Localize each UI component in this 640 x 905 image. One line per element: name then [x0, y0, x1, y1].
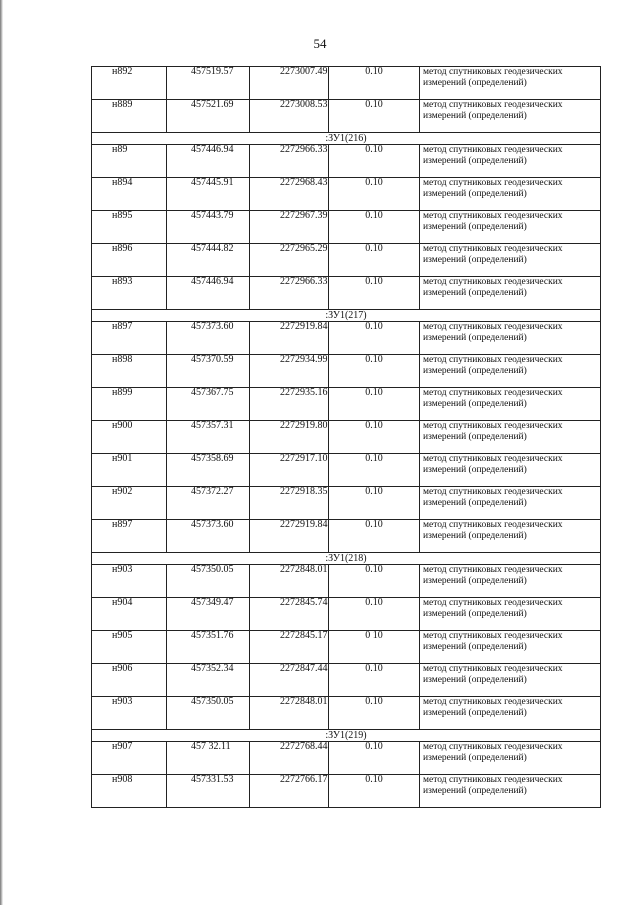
coordinates-table: [91, 66, 601, 808]
point-name-cell: н893: [92, 277, 167, 310]
y-coordinate-cell: 2272968.43: [250, 178, 329, 211]
accuracy-cell: 0.10: [329, 145, 420, 178]
accuracy-cell: 0 10: [329, 631, 420, 664]
accuracy-cell: 0.10: [329, 664, 420, 697]
method-cell: метод спутниковых геодезических измерений (определений): [420, 598, 601, 631]
section-label: :ЗУ1(219): [92, 730, 601, 742]
point-name-cell: н889: [92, 100, 167, 133]
table-row: [92, 322, 601, 355]
section-row: [92, 310, 601, 322]
table-row: [92, 100, 601, 133]
table-row: [92, 598, 601, 631]
y-coordinate-cell: 2272966.33: [250, 277, 329, 310]
method-cell: метод спутниковых геодезических измерений (определений): [420, 664, 601, 697]
method-cell: метод спутниковых геодезических измерений (определений): [420, 100, 601, 133]
x-coordinate-cell: 457446.94: [167, 145, 250, 178]
accuracy-cell: 0.10: [329, 322, 420, 355]
y-coordinate-cell: 2272848.01: [250, 565, 329, 598]
table-row: [92, 454, 601, 487]
method-cell: метод спутниковых геодезических измерений (определений): [420, 697, 601, 730]
x-coordinate-cell: 457357.31: [167, 421, 250, 454]
y-coordinate-cell: 2272768.44: [250, 742, 329, 775]
accuracy-cell: 0.10: [329, 697, 420, 730]
page-number: 54: [313, 36, 327, 51]
y-coordinate-cell: 2272966.33: [250, 145, 329, 178]
accuracy-cell: 0.10: [329, 598, 420, 631]
table-row: [92, 421, 601, 454]
accuracy-cell: 0.10: [329, 454, 420, 487]
point-name-cell: н907: [92, 742, 167, 775]
x-coordinate-cell: 457352.34: [167, 664, 250, 697]
method-cell: метод спутниковых геодезических измерений (определений): [420, 520, 601, 553]
point-name-cell: н905: [92, 631, 167, 664]
point-name-cell: н902: [92, 487, 167, 520]
section-row: [92, 133, 601, 145]
point-name-cell: н903: [92, 565, 167, 598]
y-coordinate-cell: 2272847.44: [250, 664, 329, 697]
point-name-cell: н900: [92, 421, 167, 454]
method-cell: метод спутниковых геодезических измерений (определений): [420, 178, 601, 211]
point-name-cell: н898: [92, 355, 167, 388]
section-row: [92, 730, 601, 742]
x-coordinate-cell: 457349.47: [167, 598, 250, 631]
method-cell: метод спутниковых геодезических измерений (определений): [420, 277, 601, 310]
x-coordinate-cell: 457350.05: [167, 697, 250, 730]
point-name-cell: н906: [92, 664, 167, 697]
x-coordinate-cell: 457519.57: [167, 67, 250, 100]
y-coordinate-cell: 2272845.74: [250, 598, 329, 631]
x-coordinate-cell: 457521.69: [167, 100, 250, 133]
section-label: :ЗУ1(218): [92, 553, 601, 565]
table-row: [92, 211, 601, 244]
x-coordinate-cell: 457 32.11: [167, 742, 250, 775]
table-row: [92, 145, 601, 178]
table-row: [92, 277, 601, 310]
table-row: [92, 520, 601, 553]
accuracy-cell: 0.10: [329, 775, 420, 808]
y-coordinate-cell: 2273007.49: [250, 67, 329, 100]
section-row: [92, 553, 601, 565]
method-cell: метод спутниковых геодезических измерений (определений): [420, 244, 601, 277]
method-cell: метод спутниковых геодезических измерений (определений): [420, 322, 601, 355]
x-coordinate-cell: 457350.05: [167, 565, 250, 598]
x-coordinate-cell: 457331.53: [167, 775, 250, 808]
method-cell: метод спутниковых геодезических измерений (определений): [420, 67, 601, 100]
accuracy-cell: 0.10: [329, 742, 420, 775]
table-row: [92, 67, 601, 100]
method-cell: метод спутниковых геодезических измерений (определений): [420, 742, 601, 775]
table-row: [92, 742, 601, 775]
x-coordinate-cell: 457351.76: [167, 631, 250, 664]
table-row: [92, 664, 601, 697]
point-name-cell: н897: [92, 520, 167, 553]
y-coordinate-cell: 2272919.80: [250, 421, 329, 454]
method-cell: метод спутниковых геодезических измерений (определений): [420, 211, 601, 244]
y-coordinate-cell: 2272918.35: [250, 487, 329, 520]
method-cell: метод спутниковых геодезических измерений (определений): [420, 145, 601, 178]
accuracy-cell: 0.10: [329, 100, 420, 133]
method-cell: метод спутниковых геодезических измерений (определений): [420, 565, 601, 598]
x-coordinate-cell: 457443.79: [167, 211, 250, 244]
y-coordinate-cell: 2272848.01: [250, 697, 329, 730]
table-row: [92, 178, 601, 211]
method-cell: метод спутниковых геодезических измерений (определений): [420, 388, 601, 421]
section-label: :ЗУ1(216): [92, 133, 601, 145]
y-coordinate-cell: 2273008.53: [250, 100, 329, 133]
accuracy-cell: 0.10: [329, 421, 420, 454]
table-row: [92, 355, 601, 388]
y-coordinate-cell: 2272967.39: [250, 211, 329, 244]
point-name-cell: н908: [92, 775, 167, 808]
point-name-cell: н901: [92, 454, 167, 487]
y-coordinate-cell: 2272766.17: [250, 775, 329, 808]
y-coordinate-cell: 2272845.17: [250, 631, 329, 664]
x-coordinate-cell: 457445.91: [167, 178, 250, 211]
x-coordinate-cell: 457372.27: [167, 487, 250, 520]
accuracy-cell: 0.10: [329, 520, 420, 553]
accuracy-cell: 0.10: [329, 487, 420, 520]
accuracy-cell: 0.10: [329, 388, 420, 421]
point-name-cell: н904: [92, 598, 167, 631]
accuracy-cell: 0.10: [329, 355, 420, 388]
table-row: [92, 631, 601, 664]
point-name-cell: н896: [92, 244, 167, 277]
point-name-cell: н897: [92, 322, 167, 355]
y-coordinate-cell: 2272917.10: [250, 454, 329, 487]
method-cell: метод спутниковых геодезических измерений (определений): [420, 355, 601, 388]
method-cell: метод спутниковых геодезических измерений (определений): [420, 775, 601, 808]
method-cell: метод спутниковых геодезических измерений (определений): [420, 487, 601, 520]
table-row: [92, 697, 601, 730]
point-name-cell: н89: [92, 145, 167, 178]
table-row: [92, 244, 601, 277]
point-name-cell: н895: [92, 211, 167, 244]
table-row: [92, 775, 601, 808]
table-row: [92, 388, 601, 421]
x-coordinate-cell: 457373.60: [167, 322, 250, 355]
x-coordinate-cell: 457358.69: [167, 454, 250, 487]
x-coordinate-cell: 457367.75: [167, 388, 250, 421]
point-name-cell: н892: [92, 67, 167, 100]
method-cell: метод спутниковых геодезических измерений (определений): [420, 631, 601, 664]
table-row: [92, 565, 601, 598]
accuracy-cell: 0.10: [329, 277, 420, 310]
x-coordinate-cell: 457446.94: [167, 277, 250, 310]
y-coordinate-cell: 2272935.16: [250, 388, 329, 421]
method-cell: метод спутниковых геодезических измерений (определений): [420, 421, 601, 454]
table-row: [92, 487, 601, 520]
accuracy-cell: 0.10: [329, 67, 420, 100]
x-coordinate-cell: 457373.60: [167, 520, 250, 553]
accuracy-cell: 0.10: [329, 565, 420, 598]
y-coordinate-cell: 2272919.84: [250, 520, 329, 553]
y-coordinate-cell: 2272965.29: [250, 244, 329, 277]
accuracy-cell: 0.10: [329, 178, 420, 211]
section-label: :ЗУ1(217): [92, 310, 601, 322]
y-coordinate-cell: 2272919.84: [250, 322, 329, 355]
accuracy-cell: 0.10: [329, 244, 420, 277]
scan-edge-shadow: [0, 0, 3, 905]
point-name-cell: н894: [92, 178, 167, 211]
method-cell: метод спутниковых геодезических измерений (определений): [420, 454, 601, 487]
y-coordinate-cell: 2272934.99: [250, 355, 329, 388]
point-name-cell: н903: [92, 697, 167, 730]
x-coordinate-cell: 457444.82: [167, 244, 250, 277]
point-name-cell: н899: [92, 388, 167, 421]
accuracy-cell: 0.10: [329, 211, 420, 244]
x-coordinate-cell: 457370.59: [167, 355, 250, 388]
